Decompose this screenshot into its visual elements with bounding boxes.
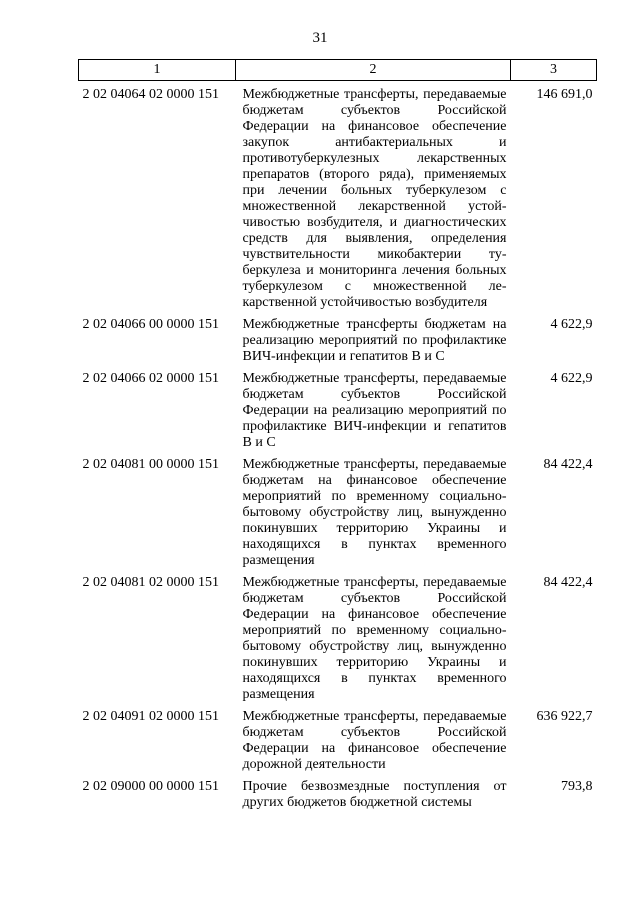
row-amount: 636 922,7 xyxy=(536,709,593,724)
table-row xyxy=(79,703,597,773)
row-amount: 84 422,4 xyxy=(543,457,593,472)
row-description: Межбюджетные трансферты, передаваемые бюджетам на финансовое обеспечение мероприятий по временному социально-бытовому обустройству лиц, вынужденно покинувших территорию Украины и находящихся в пунктах временного размещения xyxy=(242,457,507,568)
row-amount: 4 622,9 xyxy=(550,317,593,332)
row-code: 2 02 09000 00 0000 151 xyxy=(82,779,219,794)
column-header-description: 2 xyxy=(236,60,511,81)
row-amount: 146 691,0 xyxy=(536,87,593,102)
row-code: 2 02 04066 00 0000 151 xyxy=(82,317,219,332)
row-description: Межбюджетные трансферты бюджетам на реализацию мероприятий по профилактике ВИЧ-инфекции и гепатитов В и С xyxy=(242,317,507,364)
row-code: 2 02 04091 02 0000 151 xyxy=(82,709,219,724)
row-amount: 4 622,9 xyxy=(550,371,593,386)
row-code: 2 02 04066 02 0000 151 xyxy=(82,371,219,386)
row-code: 2 02 04081 00 0000 151 xyxy=(82,457,219,472)
row-amount: 84 422,4 xyxy=(543,575,593,590)
row-description: Межбюджетные трансферты, передаваемые бюджетам субъектов Российской Федерации на финансовое обеспечение дорожной деятельности xyxy=(242,709,507,772)
column-header-amount: 3 xyxy=(511,60,597,81)
table-row xyxy=(79,451,597,569)
row-amount: 793,8 xyxy=(561,779,593,794)
row-description: Межбюджетные трансферты, передаваемые бюджетам субъектов Российской Федерации на реализацию мероприятий по профилактике ВИЧ-инфекции и гепатитов В и С xyxy=(242,371,507,450)
table-row xyxy=(79,81,597,312)
row-code: 2 02 04064 02 0000 151 xyxy=(82,87,219,102)
row-description: Межбюджетные трансферты, передаваемые бюджетам субъектов Российской Федерации на финансовое обеспечение закупок антибактериальных и противотуберкулезных лекарственных препаратов (второго ряда), применяемых при лечении больных туберкулезом с множественной лекарственной устойчивостью возбудителя, и диагностических средств для выявления, определения чувствительности микобактерии туберкулеза и мониторинга лечения больных туберкулезом с множественной лекарственной устойчивостью возбудителя xyxy=(242,87,507,310)
table-row xyxy=(79,311,597,365)
budget-table xyxy=(78,59,597,811)
column-header-code: 1 xyxy=(79,60,236,81)
page-number: 31 xyxy=(312,30,328,46)
header-row xyxy=(79,60,597,81)
table-row xyxy=(79,773,597,811)
table-row xyxy=(79,365,597,451)
row-description: Прочие безвозмездные поступления от других бюджетов бюджетной системы xyxy=(242,779,507,810)
row-description: Межбюджетные трансферты, передаваемые бюджетам субъектов Российской Федерации на финансовое обеспечение мероприятий по временному социально-бытовому обустройству лиц, вынужденно покинувших территорию Украины и находящихся в пунктах временного размещения xyxy=(242,575,507,702)
table-row xyxy=(79,569,597,703)
row-code: 2 02 04081 02 0000 151 xyxy=(82,575,219,590)
